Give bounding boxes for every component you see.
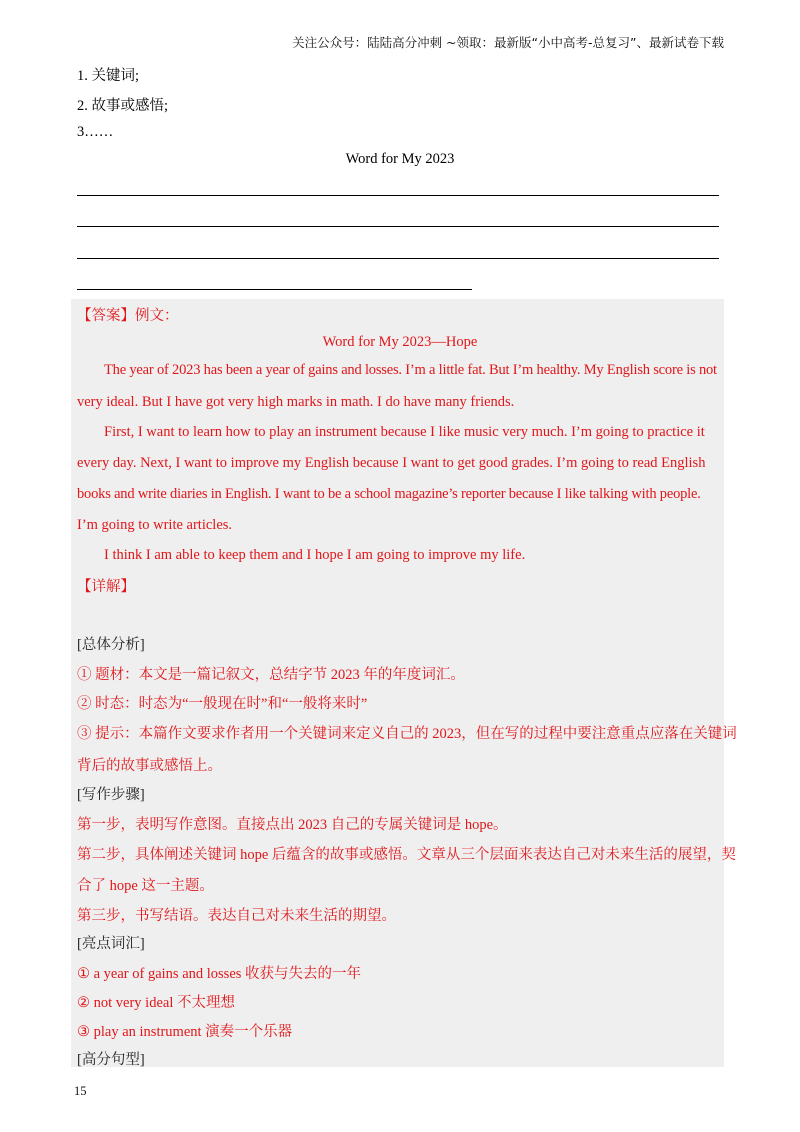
answer-line-2 (77, 226, 719, 227)
essay-line: books and write diaries in English. I want to be a school magazine’s reporter because I like talking with people. (77, 486, 701, 502)
answer-label: 【答案】例文： (77, 308, 179, 324)
page-number: 15 (74, 1084, 87, 1098)
page-header: 关注公众号：陆陆高分冲刺 ~领取：最新版“小中高考-总复习”、最新试卷下载 (292, 35, 724, 50)
overall-item: ② 时态：时态为“一般现在时”和“一般将来时” (77, 696, 368, 712)
prompt-item-3: 3…… (77, 124, 114, 140)
step-item: 第一步，表明写作意图。直接点出 2023 自己的专属关键词是 hope。 (77, 817, 508, 833)
essay-line: every day. Next, I want to improve my English because I want to get good grades. I’m going to read English (77, 455, 706, 471)
essay-line: The year of 2023 has been a year of gains and losses. I’m a little fat. But I’m healthy. My English score is not (104, 362, 717, 378)
step-item: 第二步，具体阐述关键词 hope 后蕴含的故事或感悟。文章从三个层面来表达自己对未来生活的展望，契 (77, 847, 736, 863)
detail-label: 【详解】 (77, 579, 135, 595)
essay-line: I’m going to write articles. (77, 517, 233, 533)
answer-line-3 (77, 258, 719, 259)
essay-line: I think I am able to keep them and I hope I am going to improve my life. (104, 547, 526, 563)
step-item: 合了 hope 这一主题。 (77, 878, 214, 894)
vocab-item: ③ play an instrument 演奏一个乐器 (77, 1024, 293, 1040)
answer-line-1 (77, 195, 719, 196)
essay-line: very ideal. But I have got very high marks in math. I do have many friends. (77, 394, 515, 410)
prompt-item-2: 2. 故事或感悟; (77, 98, 169, 114)
essay-line: First, I want to learn how to play an instrument because I like music very much. I’m going to practice it (104, 424, 705, 440)
steps-heading: [写作步骤] (77, 787, 145, 803)
overall-item: 背后的故事或感悟上。 (77, 758, 222, 774)
overall-item: ① 题材：本文是一篇记叙文，总结字节 2023 年的年度词汇。 (77, 667, 465, 683)
vocab-item: ① a year of gains and losses 收获与失去的一年 (77, 966, 362, 982)
essay-title: Word for My 2023—Hope (322, 334, 478, 350)
overall-heading: [总体分析] (77, 637, 145, 653)
vocab-item: ② not very ideal 不太理想 (77, 995, 235, 1011)
step-item: 第三步，书写结语。表达自己对未来生活的期望。 (77, 908, 396, 924)
writing-title: Word for My 2023 (345, 151, 455, 167)
prompt-item-1: 1. 关键词; (77, 68, 140, 84)
sentence-heading: [高分句型] (77, 1052, 145, 1068)
overall-item: ③ 提示：本篇作文要求作者用一个关键词来定义自己的 2023，但在写的过程中要注意重点应落在关键词 (77, 726, 737, 742)
answer-line-4 (77, 289, 472, 290)
vocab-heading: [亮点词汇] (77, 936, 145, 952)
